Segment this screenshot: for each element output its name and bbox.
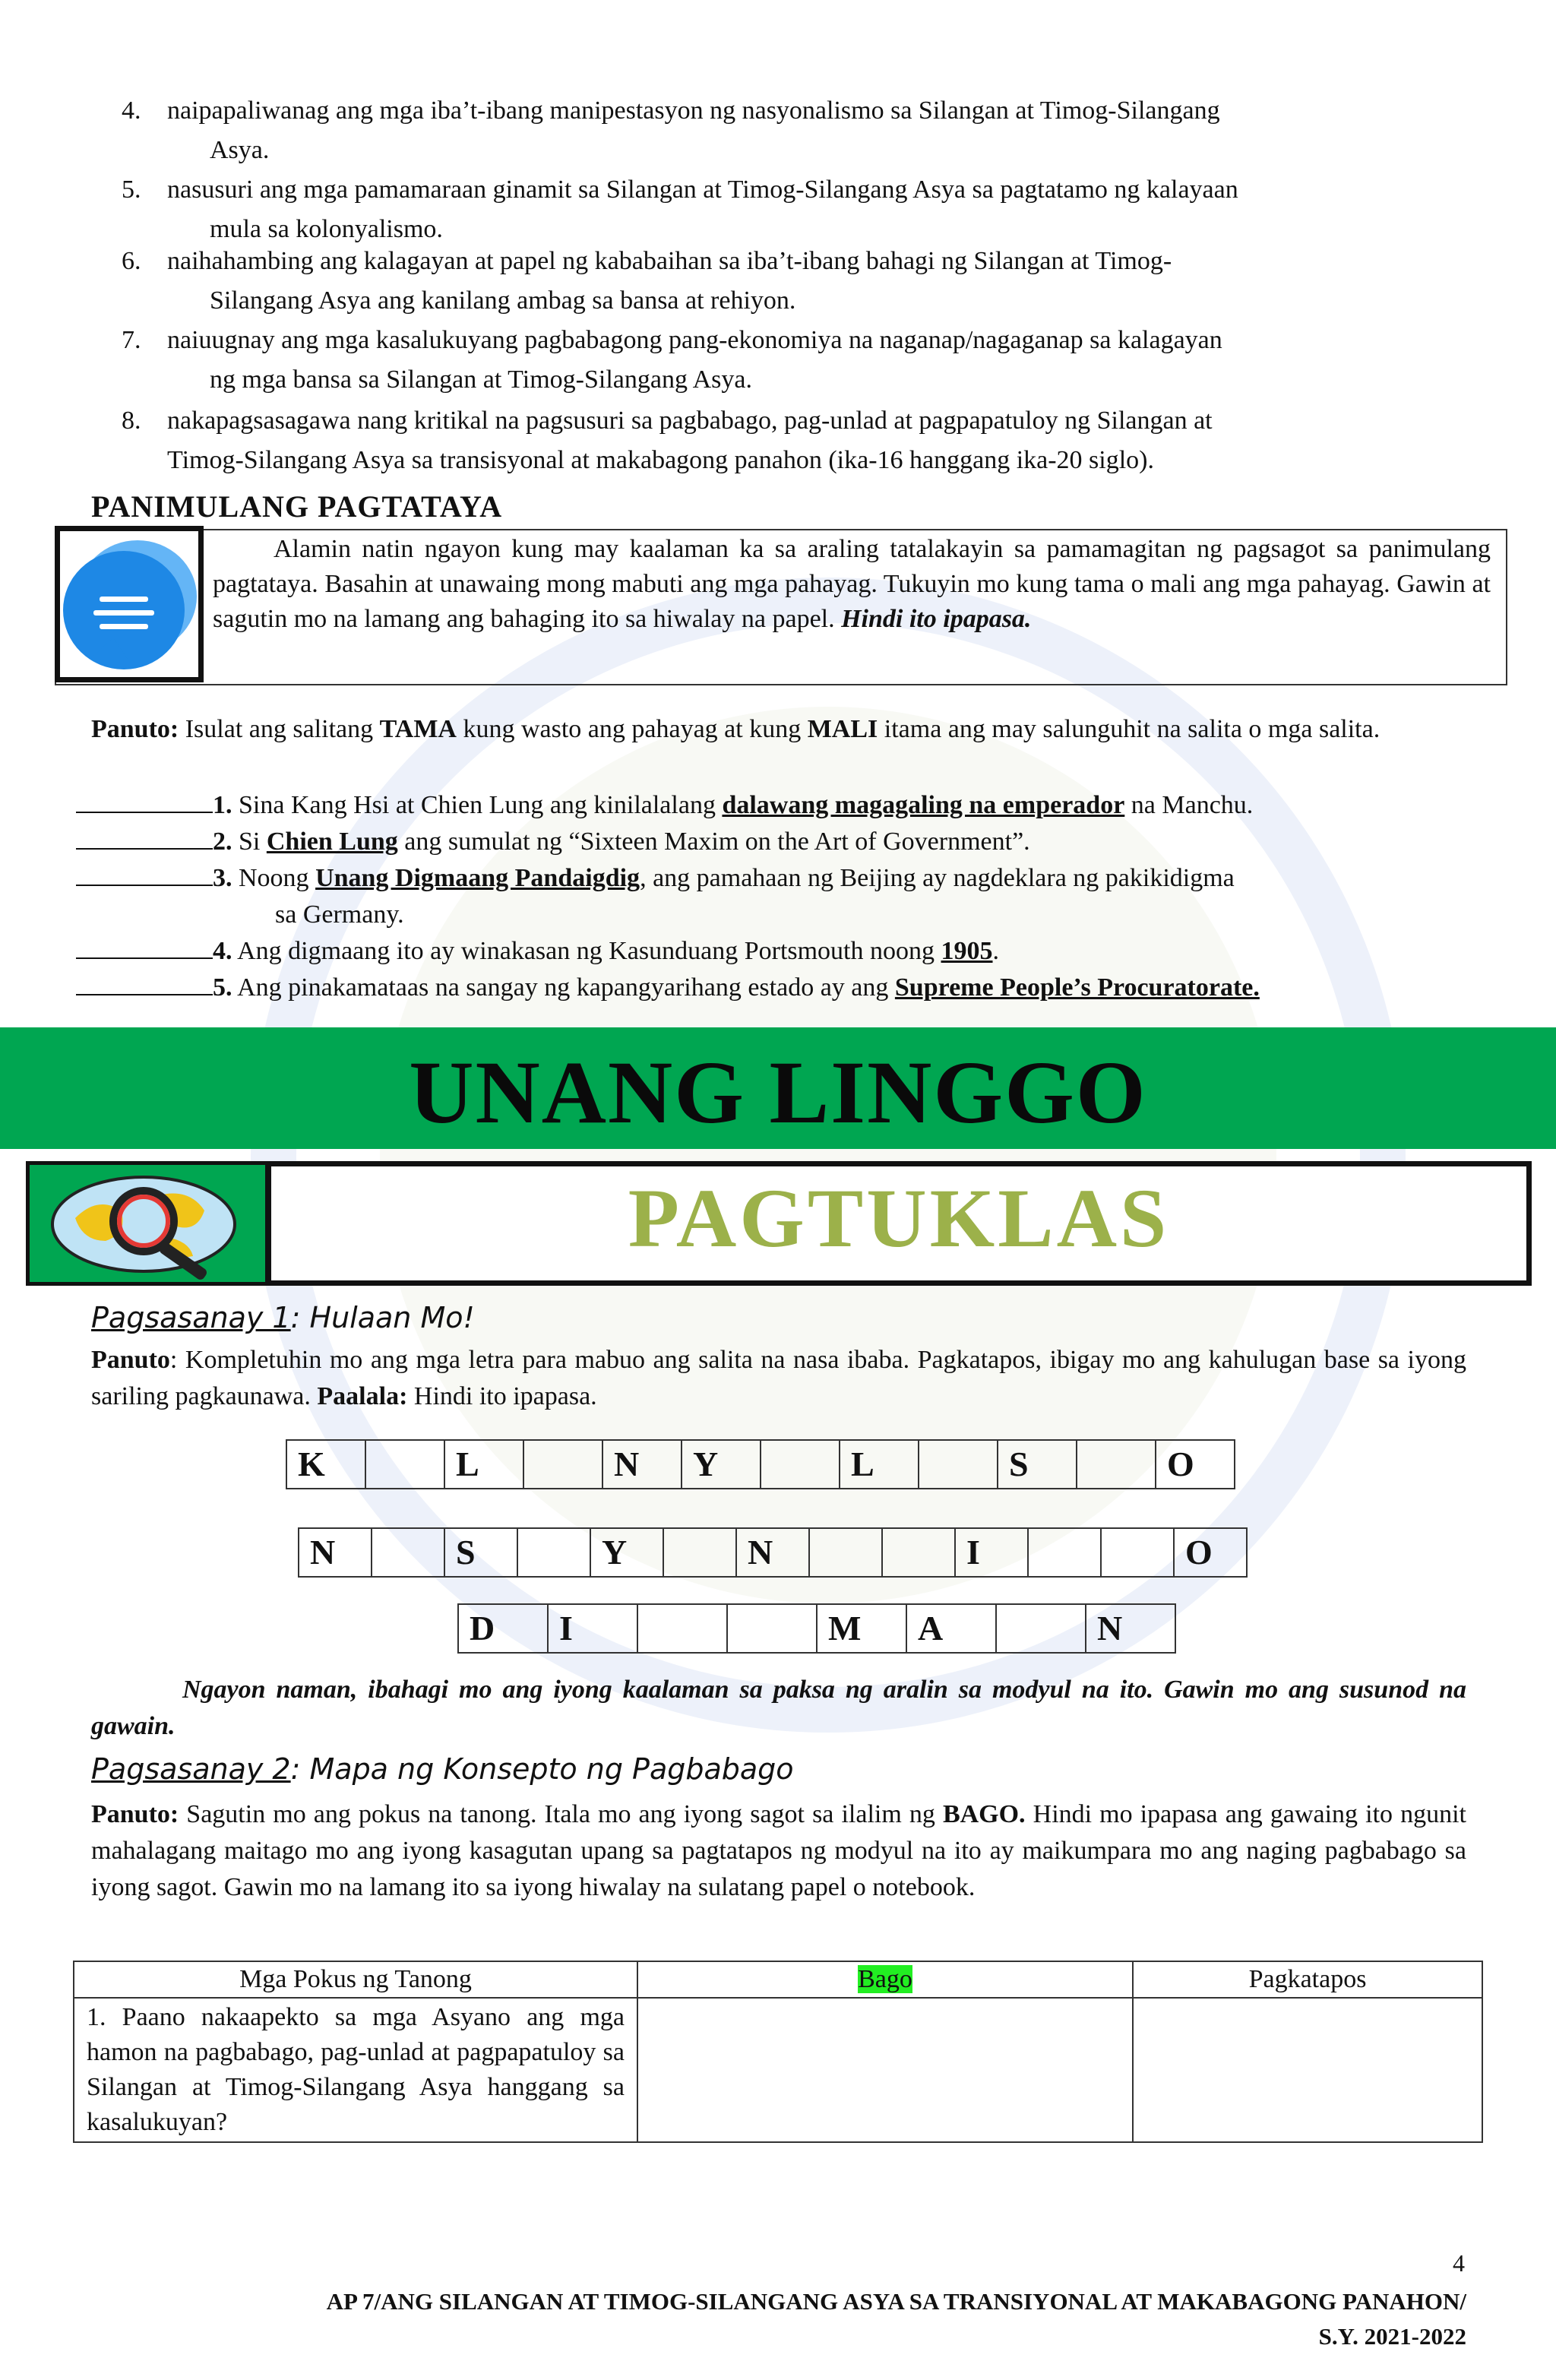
letter-cell[interactable]: N [735, 1527, 810, 1578]
objective-item: 7. naiuugnay ang mga kasalukuyang pagbabagong pang-ekonomiya na naganap/nagaganap sa kalagayan ng mga bansa sa Silangan at Timog-Silangang Asya. [122, 326, 1222, 394]
letter-grid-2 [299, 1527, 1248, 1578]
letter-cell[interactable]: I [547, 1603, 638, 1654]
letter-cell[interactable]: O [1155, 1439, 1235, 1489]
letter-cell[interactable] [663, 1527, 737, 1578]
letter-cell[interactable] [726, 1603, 818, 1654]
answer-blank[interactable] [76, 789, 213, 813]
transition-paragraph: Ngayon naman, ibahagi mo ang iyong kaalaman sa paksa ng aralin sa modyul na ito. Gawin mo ang susunod na gawain. [91, 1676, 1466, 1740]
letter-cell[interactable] [1100, 1527, 1175, 1578]
globe-magnifier-icon [26, 1161, 269, 1286]
objective-item: 5. nasusuri ang mga pamamaraan ginamit sa Silangan at Timog-Silangang Asya sa pagtatamo ng kalayaan mula sa kolonyalismo. [122, 176, 1238, 243]
answer-blank[interactable] [76, 971, 213, 995]
panuto-instructions: Panuto: Isulat ang salitang TAMA kung wasto ang pahayag at kung MALI itama ang may salunguhit na salita o mga salita. [91, 715, 1380, 743]
letter-cell[interactable] [1076, 1439, 1156, 1489]
letter-cell[interactable] [1027, 1527, 1102, 1578]
quiz-item: 5. Ang pinakamataas na sangay ng kapangyarihang estado ay ang Supreme People’s Procuratorate. [76, 970, 1260, 1006]
panimula-title: PANIMULANG PAGTATAYA [91, 489, 503, 524]
letter-cell[interactable]: S [444, 1527, 518, 1578]
letter-cell[interactable]: L [839, 1439, 919, 1489]
objective-item: 8. nakapagsasagawa nang kritikal na pagsusuri sa pagbabago, pag-unlad at pagpapatuloy ng Silangan at Timog-Silangang Asya sa transisyonal at makabagong panahon (ika-16 hanggang ika-20 siglo). [122, 407, 1213, 474]
letter-grid-1 [287, 1439, 1235, 1489]
letter-cell[interactable] [995, 1603, 1086, 1654]
objective-item: 6. naihahambing ang kalagayan at papel ng kababaihan sa iba’t-ibang bahagi ng Silangan at Timog- Silangang Asya ang kanilang ambag sa bansa at rehiyon. [122, 247, 1172, 315]
letter-cell[interactable]: N [1085, 1603, 1176, 1654]
letter-cell[interactable] [365, 1439, 445, 1489]
quiz-item: 4. Ang digmaang ito ay winakasan ng Kasunduang Portsmouth noong 1905. [76, 933, 999, 970]
table-header-row [74, 1961, 1482, 1998]
pokus-table [73, 1961, 1483, 2143]
letter-cell[interactable] [517, 1527, 591, 1578]
letter-cell[interactable]: O [1173, 1527, 1248, 1578]
pagtuklas-title: PAGTUKLAS [628, 1172, 1170, 1264]
letter-cell[interactable]: L [444, 1439, 524, 1489]
table-row [74, 1998, 1482, 2142]
letter-cell[interactable] [637, 1603, 728, 1654]
chat-bubble-icon [55, 526, 204, 682]
quiz-item: 1. Sina Kang Hsi at Chien Lung ang kinilalalang dalawang magagaling na emperador na Manchu. [76, 787, 1253, 824]
letter-cell[interactable]: Y [590, 1527, 664, 1578]
letter-cell[interactable]: N [602, 1439, 682, 1489]
letter-cell[interactable]: A [906, 1603, 997, 1654]
answer-blank[interactable] [76, 825, 213, 850]
letter-cell[interactable]: S [997, 1439, 1077, 1489]
table-cell-bago[interactable] [637, 1998, 1133, 2142]
table-header: Mga Pokus ng Tanong [74, 1961, 637, 1998]
pagsasanay1-title: Pagsasanay 1: Hulaan Mo! [91, 1301, 475, 1334]
letter-cell[interactable] [881, 1527, 956, 1578]
table-header: Bago [637, 1961, 1133, 1998]
objective-item: 4. naipapaliwanag ang mga iba’t-ibang manipestasyon ng nasyonalismo sa Silangan at Timog-Silangang Asya. [122, 97, 1220, 164]
page-number: 4 [1453, 2249, 1465, 2277]
letter-cell[interactable]: Y [681, 1439, 761, 1489]
table-cell-pagkatapos[interactable] [1133, 1998, 1482, 2142]
letter-cell[interactable]: D [457, 1603, 549, 1654]
answer-blank[interactable] [76, 862, 213, 886]
letter-cell[interactable] [371, 1527, 445, 1578]
quiz-item: 3. Noong Unang Digmaang Pandaigdig, ang pamahaan ng Beijing ay nagdeklara ng pakikidigma [76, 860, 1235, 897]
letter-cell[interactable]: I [954, 1527, 1029, 1578]
letter-cell[interactable]: N [298, 1527, 372, 1578]
letter-cell[interactable] [760, 1439, 840, 1489]
letter-cell[interactable]: M [816, 1603, 907, 1654]
pagsasanay2-title: Pagsasanay 2: Mapa ng Konsepto ng Pagbabago [91, 1752, 794, 1786]
page-footer: AP 7/ANG SILANGAN AT TIMOG-SILANGANG ASYA SA TRANSIYONAL AT MAKABAGONG PANAHON/ S.Y. 2021-2022 [326, 2288, 1466, 2350]
letter-grid-3 [459, 1603, 1176, 1654]
quiz-item-continuation: sa Germany. [275, 900, 404, 929]
quiz-item: 2. Si Chien Lung ang sumulat ng “Sixteen Maxim on the Art of Government”. [76, 824, 1030, 860]
letter-cell[interactable] [808, 1527, 883, 1578]
pagsasanay2-instructions: Panuto: Sagutin mo ang pokus na tanong. Itala mo ang iyong sagot sa ilalim ng BAGO. Hindi mo ipapasa ang gawaing ito ngunit mahalagang maitago mo ang iyong kasagutan upang sa pagtatapos ng modyul na ito ay maikumpara mo ang naging pagbabago sa iyong sagot. Gawin mo na lamang ito sa iyong hiwalay na sulatang papel o notebook. [91, 1800, 1466, 1901]
answer-blank[interactable] [76, 935, 213, 959]
table-cell-question: 1. Paano nakaapekto sa mga Asyano ang mga hamon na pagbabago, pag-unlad at pagpapatuloy sa Silangan at Timog-Silangang Asya hanggang sa kasalukuyan? [74, 1998, 637, 2142]
letter-cell[interactable] [918, 1439, 998, 1489]
panimula-text: Alamin natin ngayon kung may kaalaman ka sa araling tatalakayin sa pamamagitan ng pagsagot sa panimulang pagtataya. Basahin at unawaing mong mabuti ang mga pahayag. Tukuyin mo kung tama o mali ang mga pahayag. Gawin at sagutin mo na lamang ang bahaging ito sa hiwalay na papel. Hindi ito ipapasa. [213, 535, 1491, 633]
letter-cell[interactable] [523, 1439, 603, 1489]
letter-cell[interactable]: K [286, 1439, 366, 1489]
pagsasanay1-instructions: Panuto: Kompletuhin mo ang mga letra para mabuo ang salita na nasa ibaba. Pagkatapos, ibigay mo ang kahulugan base sa iyong sariling pagkaunawa. Paalala: Hindi ito ipapasa. [91, 1346, 1466, 1410]
table-header: Pagkatapos [1133, 1961, 1482, 1998]
week-banner-title: UNANG LINGGO [409, 1043, 1147, 1142]
